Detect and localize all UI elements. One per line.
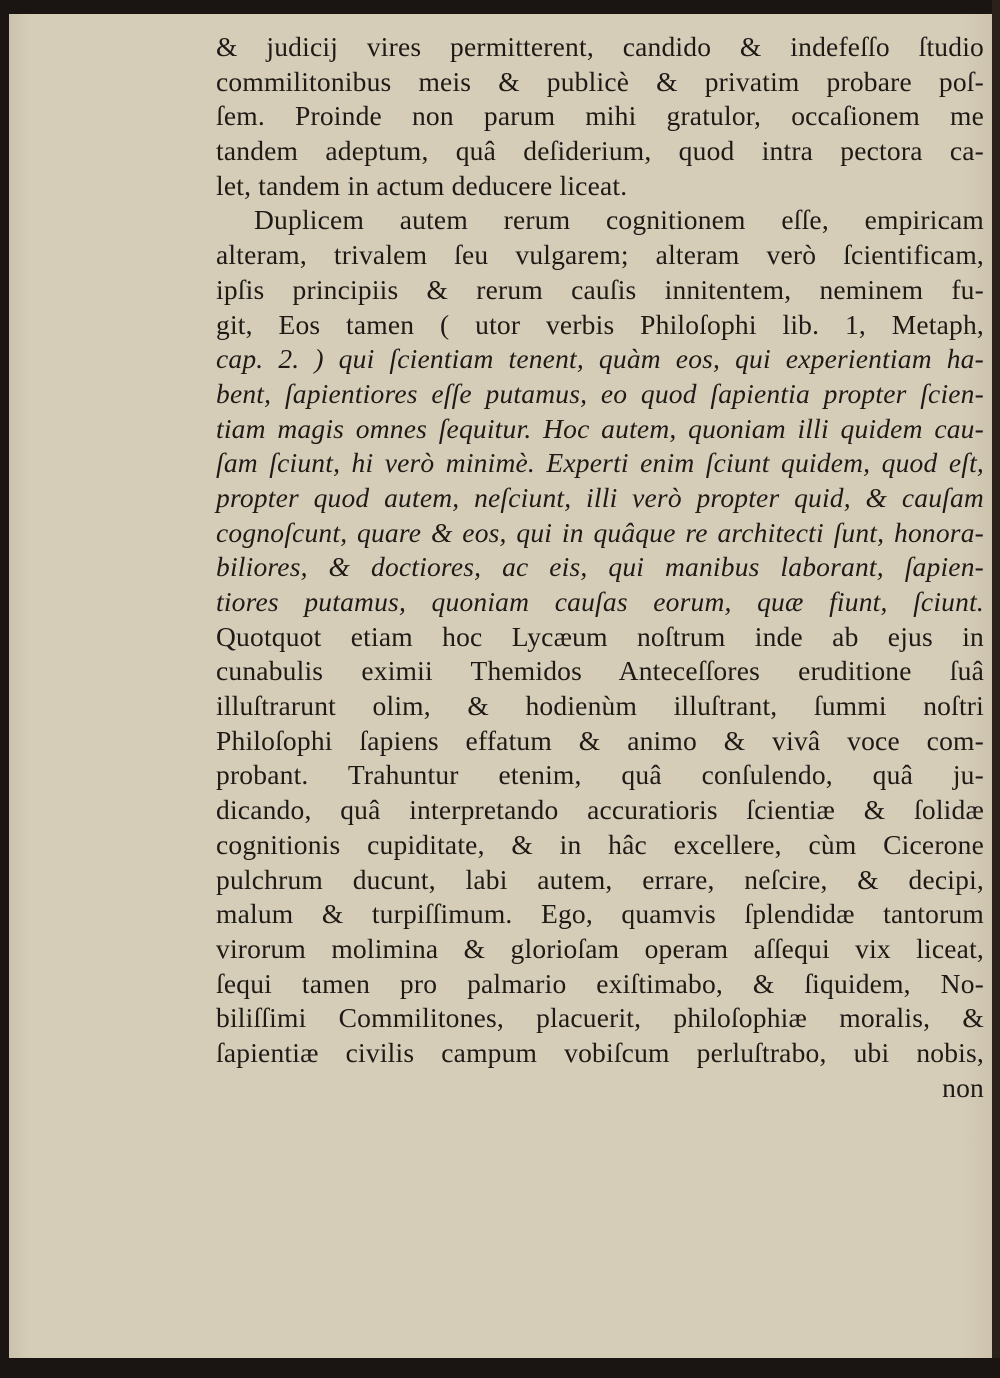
scan-border-left bbox=[0, 0, 9, 1378]
body-text bbox=[216, 30, 984, 1105]
text-line: ſem. Proinde non parum mihi gratulor, occaſionem me bbox=[216, 100, 984, 132]
text-line: ſequi tamen pro palmario exiſtimabo, & ſiquidem, No- bbox=[216, 967, 984, 999]
text-line: alteram, trivalem ſeu vulgarem; alteram verò ſcientificam, bbox=[216, 239, 984, 271]
text-line: cognitionis cupiditate, & in hâc excellere, cùm Cicerone bbox=[216, 828, 984, 860]
text-line: biliſſimi Commilitones, placuerit, philoſophiæ moralis, & bbox=[216, 1002, 984, 1034]
quoted-text-line: biliores, & doctiores, ac eis, qui manibus laborant, ſapien- bbox=[216, 551, 984, 583]
text-line: Quotquot etiam hoc Lycæum noſtrum inde ab ejus in bbox=[216, 620, 984, 652]
text-line: git, Eos tamen ( utor verbis Philoſophi lib. 1, Metaph, bbox=[216, 308, 984, 340]
quoted-text-line: tiam magis omnes ſequitur. Hoc autem, quoniam illi quidem cau- bbox=[216, 412, 984, 444]
text-line: illuſtrarunt olim, & hodienùm illuſtrant, ſummi noſtri bbox=[216, 690, 984, 722]
text-line: Philoſophi ſapiens effatum & animo & vivâ voce com- bbox=[216, 724, 984, 756]
text-line: cunabulis eximii Themidos Anteceſſores eruditione ſuâ bbox=[216, 655, 984, 687]
scan-border-top bbox=[0, 0, 1000, 14]
text-line: & judicij vires permitterent, candido & indefeſſo ſtudio bbox=[216, 31, 984, 62]
quoted-text-line: bent, ſapientiores eſſe putamus, eo quod ſapientia propter ſcien- bbox=[216, 377, 984, 409]
text-line: ſapientiæ civilis campum vobiſcum perluſtrabo, ubi nobis, bbox=[216, 1036, 984, 1068]
quoted-text-line: cap. 2. ) qui ſcientiam tenent, quàm eos, qui experientiam ha- bbox=[216, 343, 984, 375]
text-line: dicando, quâ interpretando accuratioris ſcientiæ & ſolidæ bbox=[216, 794, 984, 826]
quoted-text-line: ſam ſciunt, hi verò minimè. Experti enim ſciunt quidem, quod eſt, bbox=[216, 447, 984, 479]
text-line: let, tandem in actum deducere liceat. bbox=[216, 169, 628, 201]
quoted-text-line: propter quod autem, neſciunt, illi verò propter quid, & cauſam bbox=[216, 481, 984, 513]
scan-border-right bbox=[992, 0, 1000, 1378]
paragraph-start-line: Duplicem autem rerum cognitionem eſſe, empiricam bbox=[254, 204, 984, 236]
quoted-text-line: tiores putamus, quoniam cauſas eorum, quæ fiunt, ſciunt. bbox=[216, 586, 984, 617]
text-line: probant. Trahuntur etenim, quâ conſulendo, quâ ju- bbox=[216, 759, 984, 791]
text-line: ipſis principiis & rerum cauſis innitentem, neminem fu- bbox=[216, 273, 984, 305]
text-line: tandem adeptum, quâ deſiderium, quod intra pectora ca- bbox=[216, 135, 984, 167]
text-line: pulchrum ducunt, labi autem, errare, neſcire, & decipi, bbox=[216, 863, 984, 895]
quoted-text-line: cognoſcunt, quare & eos, qui in quâque re architecti ſunt, honora- bbox=[216, 516, 984, 548]
catchword: non bbox=[942, 1071, 984, 1103]
text-line: commilitonibus meis & publicè & privatim probare poſ- bbox=[216, 65, 984, 97]
text-line: virorum molimina & glorioſam operam aſſequi vix liceat, bbox=[216, 932, 984, 964]
text-line: malum & turpiſſimum. Ego, quamvis ſplendidæ tantorum bbox=[216, 898, 984, 930]
scan-border-bottom bbox=[0, 1358, 1000, 1378]
